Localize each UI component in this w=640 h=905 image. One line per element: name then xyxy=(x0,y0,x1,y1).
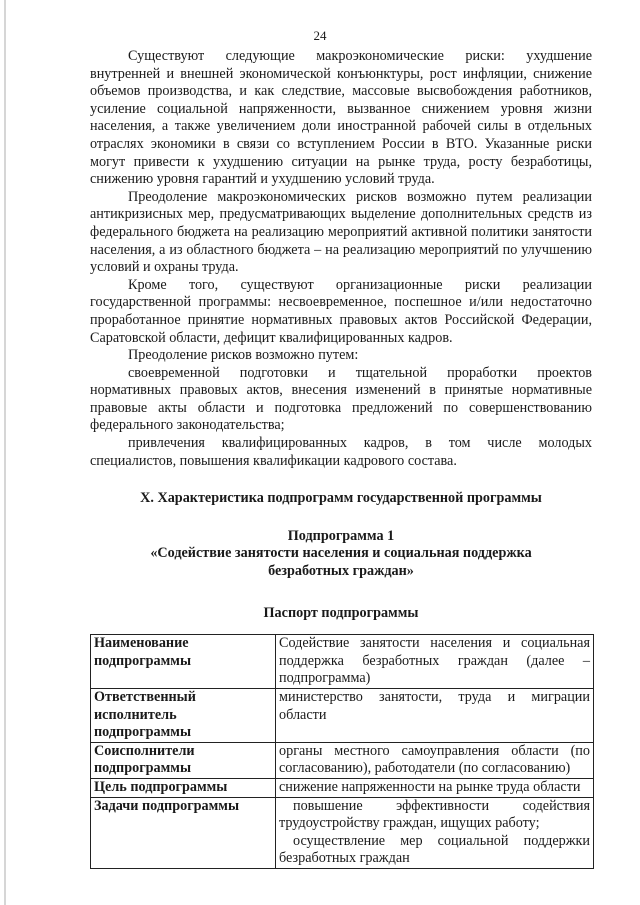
task-item: повышение эффективности содействия трудоустройству граждан, ищущих работу; xyxy=(279,797,590,832)
subprogram-name-line1: «Содействие занятости населения и социальная поддержка xyxy=(150,545,532,562)
row-value: снижение напряженности на рынке труда области xyxy=(276,778,594,797)
row-label: Наименование подпрограммы xyxy=(91,635,276,689)
paragraph-overcoming-intro: Преодоление рисков возможно путем: xyxy=(128,347,359,364)
row-value-tasks xyxy=(276,797,594,868)
subprogram-heading xyxy=(90,528,592,581)
page-edge-shadow xyxy=(4,0,6,905)
passport-title: Паспорт подпрограммы xyxy=(263,604,419,621)
paragraph-attracting-staff: привлечения квалифицированных кадров, в том числе молодых специалистов, повышения квалификации кадрового состава. xyxy=(90,435,592,469)
row-label: Задачи подпрограммы xyxy=(91,797,276,868)
table-row xyxy=(91,742,594,778)
table-row xyxy=(91,635,594,689)
paragraph-timely-preparation: своевременной подготовки и тщательной проработки проектов нормативных правовых актов, внесения изменений в принятые нормативные правовые акты области и подготовка предложений по совершенствованию федерального законодательства; xyxy=(90,364,592,434)
row-label: Ответственный исполнитель подпрограммы xyxy=(91,689,276,743)
subprogram-number: Подпрограмма 1 xyxy=(287,527,395,544)
row-value: министерство занятости, труда и миграции области xyxy=(276,689,594,743)
table-row xyxy=(91,797,594,868)
section-title: X. Характеристика подпрограмм государственной программы xyxy=(140,490,542,507)
paragraph-macro-risks: Существуют следующие макроэкономические риски: ухудшение внутренней и внешней экономической конъюнктуры, рост инфляции, снижение объемов производства, и как следствие, массовые высвобождения работников, усиление социальной напряженности, вызванное снижением уровня жизни населения, а также увеличением доли иностранной рабочей силы в отдельных отраслях экономики в связи со вступлением России в ВТО. Указанные риски могут привести к ухудшению ситуации на рынке труда, росту безработицы, снижению уровня гарантий и ухудшению условий труда. xyxy=(90,48,592,188)
page-content xyxy=(90,48,592,869)
row-value: органы местного самоуправления области (по согласованию), работодатели (по согласованию) xyxy=(276,742,594,778)
page-number: 24 xyxy=(313,28,327,43)
row-label: Цель подпрограммы xyxy=(91,778,276,797)
paragraph-overcoming-macro-risks: Преодоление макроэкономических рисков возможно путем реализации антикризисных мер, предусматривающих выделение дополнительных средств из федерального бюджета на реализацию мероприятий активной политики занятости населения, а из областного бюджета – на реализацию мероприятий по улучшению условий и охраны труда. xyxy=(90,188,592,276)
task-item: осуществление мер социальной поддержки безработных граждан xyxy=(279,832,590,867)
table-row xyxy=(91,689,594,743)
subprogram-name-line2: безработных граждан» xyxy=(268,563,414,580)
paragraph-organizational-risks: Кроме того, существуют организационные риски реализации государственной программы: несвоевременное, поспешное и/или недостаточно проработанное принятие нормативных правовых актов Российской Федерации, Саратовской области, дефицит квалифицированных кадров. xyxy=(90,276,592,346)
passport-table xyxy=(90,634,594,869)
row-value: Содействие занятости населения и социальная поддержка безработных граждан (далее – подпрограмма) xyxy=(276,635,594,689)
table-row xyxy=(91,778,594,797)
row-label: Соисполнители подпрограммы xyxy=(91,742,276,778)
